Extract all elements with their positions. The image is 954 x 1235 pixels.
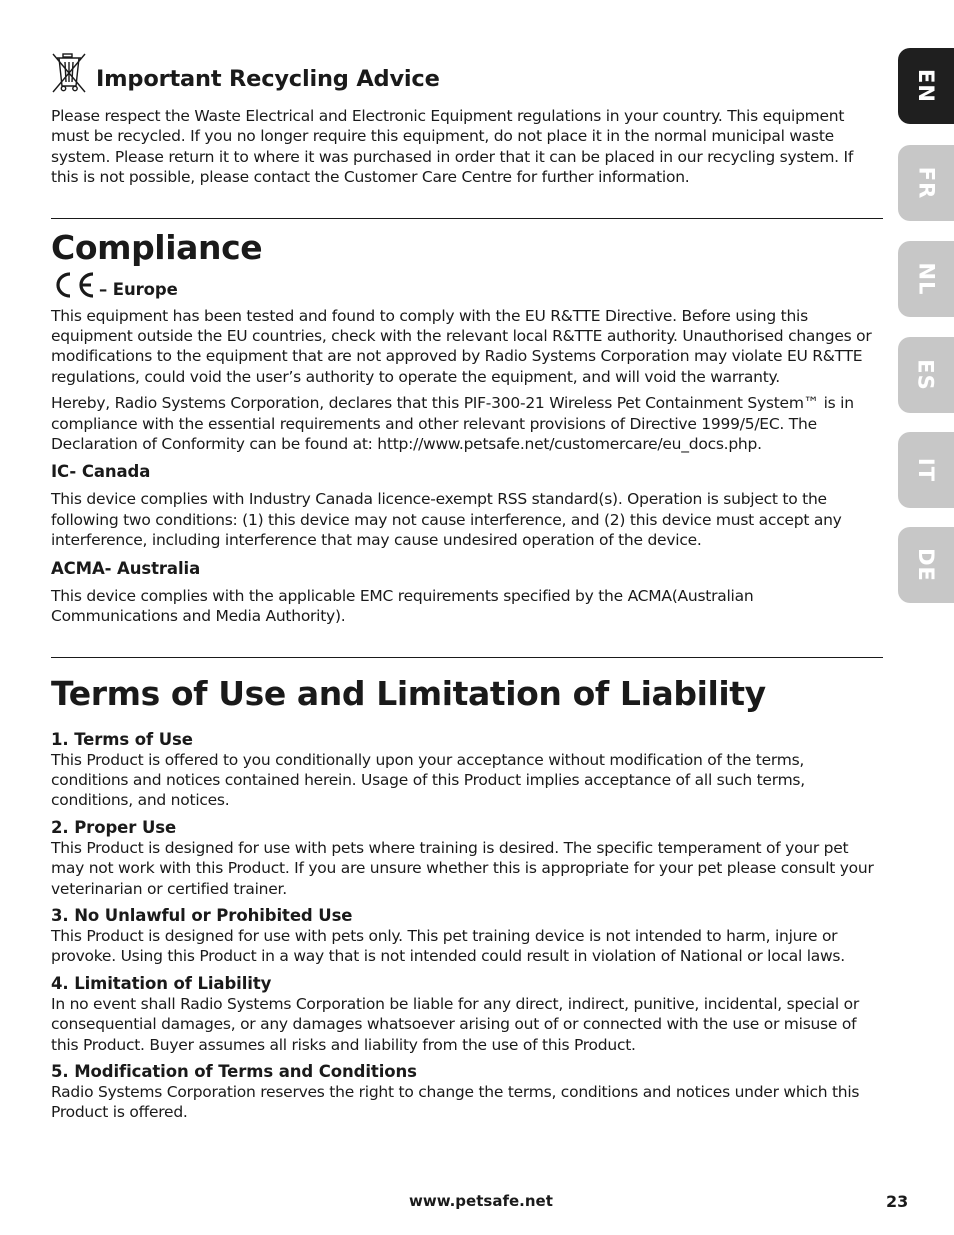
terms-item (51, 906, 883, 967)
europe-heading: – Europe (99, 279, 178, 299)
language-tab-nl[interactable] (898, 241, 954, 317)
section-divider (51, 657, 883, 658)
terms-item (51, 818, 883, 899)
terms-item (51, 1062, 883, 1123)
language-tab-de[interactable] (898, 527, 954, 603)
canada-heading: IC- Canada (51, 462, 151, 482)
terms-title: Terms of Use and Limitation of Liability (51, 673, 766, 713)
terms-item-body: In no event shall Radio Systems Corporation be liable for any direct, indirect, punitive, incidental, special or consequential damages, or any damages whatsoever arising out of or connected with the use or misuse of this Product. Buyer assumes all risks and liability from the use of this Product. (51, 994, 859, 1054)
language-tab-label: EN (913, 69, 938, 103)
language-tab-fr[interactable] (898, 145, 954, 221)
language-tab-label: NL (914, 262, 938, 296)
terms-item-heading: 2. Proper Use (51, 817, 177, 837)
language-tab-label: ES (913, 359, 938, 391)
ce-mark-icon (51, 270, 97, 300)
language-tab-label: DE (914, 548, 938, 582)
australia-heading: ACMA- Australia (51, 558, 201, 578)
terms-item-body: This Product is designed for use with pets only. This pet training device is not intended to harm, injure or provoke. Using this Product in a way that is not intended could result in violation of National or local laws. (51, 926, 845, 966)
section-divider (51, 218, 883, 219)
page-content (51, 48, 883, 1123)
canada-body: This device complies with Industry Canada licence-exempt RSS standard(s). Operation is subject to the following two conditions: (1) this device may not cause interference, and (2) this device must accept any interference, including interference that may cause undesired operation of the device. (51, 490, 842, 550)
compliance-title: Compliance (51, 227, 263, 267)
terms-item-body: This Product is designed for use with pets where training is desired. The specific temperament of your pet may not work with this Product. If you are unsure whether this is appropriate for your pet please consult your veterinarian or certified trainer. (51, 838, 874, 898)
language-tab-it[interactable] (898, 432, 954, 508)
recycling-header (51, 48, 883, 94)
recycling-body: Please respect the Waste Electrical and Electronic Equipment regulations in your country. This equipment must be recycled. If you no longer require this equipment, do not place it in the normal municipal waste system. Please return it to where it was purchased in order that it can be placed in our recycling system. If this is not possible, please contact the Customer Care Centre for further information. (51, 107, 854, 187)
terms-item-body: This Product is offered to you conditionally upon your acceptance without modification of the terms, conditions and notices contained herein. Usage of this Product implies acceptance of all such terms, conditions, and notices. (51, 750, 805, 810)
europe-body-1: This equipment has been tested and found to comply with the EU R&TTE Directive. Before using this equipment outside the EU countries, check with the relevant local R&TTE authority. Unauthorised changes or modifications to the equipment that are not approved by Radio Systems Corporation may violate EU R&TTE regulations, could void the user’s authority to operate the equipment, and will void the warranty. (51, 306, 872, 386)
terms-item-heading: 1. Terms of Use (51, 729, 193, 749)
terms-list (51, 730, 883, 1123)
terms-item (51, 730, 883, 811)
language-tab-es[interactable] (898, 337, 954, 413)
footer-url: www.petsafe.net (409, 1192, 553, 1210)
terms-item-heading: 4. Limitation of Liability (51, 973, 272, 993)
ce-europe-header (51, 268, 883, 300)
europe-body-2: Hereby, Radio Systems Corporation, declares that this PIF-300-21 Wireless Pet Containment System™ is in compliance with the essential requirements and other relevant provisions of Directive 1999/5/EC. The Declaration of Conformity can be found at: http://www.petsafe.net/customercare/eu_docs.php. (51, 394, 854, 454)
australia-body: This device complies with the applicable EMC requirements specified by the ACMA(Australian Communications and Media Authority). (51, 586, 754, 626)
language-tab-label: IT (913, 457, 938, 483)
language-tab-en[interactable] (898, 48, 954, 124)
language-tab-label: FR (913, 166, 938, 200)
terms-item-heading: 5. Modification of Terms and Conditions (51, 1061, 417, 1081)
crossed-out-bin-icon (51, 52, 87, 94)
recycling-title: Important Recycling Advice (96, 66, 440, 92)
terms-item (51, 974, 883, 1055)
page-number: 23 (886, 1192, 909, 1211)
terms-item-heading: 3. No Unlawful or Prohibited Use (51, 905, 353, 925)
terms-item-body: Radio Systems Corporation reserves the right to change the terms, conditions and notices under which this Product is offered. (51, 1082, 860, 1122)
